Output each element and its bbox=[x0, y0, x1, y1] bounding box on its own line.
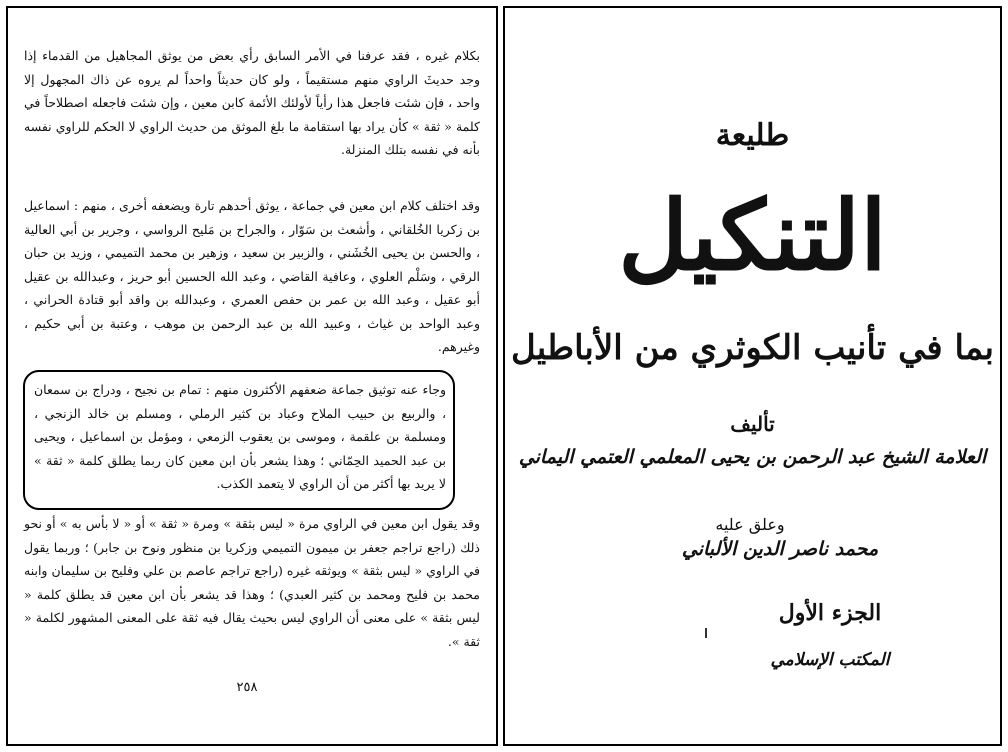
author-name: العلامة الشيخ عبد الرحمن بن يحيى المعلمي العتمي اليماني bbox=[518, 446, 987, 468]
book-title: التنكيل bbox=[618, 179, 887, 292]
print-mark bbox=[705, 628, 707, 638]
annotator-name: محمد ناصر الدين الألباني bbox=[681, 538, 879, 560]
title-prefix: طليعة bbox=[715, 118, 790, 153]
annotation-label: وعلق عليه bbox=[715, 515, 785, 534]
left-paragraph-4: وقد يقول ابن معين في الراوي مرة « ليس بثقة » ومرة « ثقة » أو « لا بأس به » أو نحو ذلك (راجع تراجم جعفر بن ميمون التميمي وزكريا بن منظور ونوح بن جابر) ؛ وربما يقول في الراوي « ليس بثقة » ويوثقه غيره (راجع تراجم عاصم بن علي وفليح بن سليمان وابنه محمد بن فليح ومحمد بن كثير العبدي) ؛ وهذا قد يشعر بأن ابن معين قد يطلق كلمة « ليس بثقة » على معنى أن الراوي ليس بحيث يقال فيه ثقة على المعنى المشهور لكلمة « ثقة ». bbox=[24, 516, 480, 649]
page-number: ٢٥٨ bbox=[236, 680, 258, 695]
left-paragraph-1: بكلام غيره ، فقد عرفنا في الأمر السابق رأي بعض من يوثق المجاهيل من القدماء إذا وجد حديثَ الراوي منهم مستقيماً ، ولو كان حديثاً واحداً لم يروه عن ذاك المجهول إلا واحد ، فإن شئت فاجعل هذا رأياً لأولئك الأئمة كابن معين ، وإن شئت فاجعله اصطلاحاً في كلمة « ثقة » كأن يراد بها استقامة ما بلغ الموثق من حديث الراوي لا الحكم للراوي نفسه بأنه في نفسه بتلك المنزلة. bbox=[24, 48, 480, 157]
left-paragraph-3-boxed: وجاء عنه توثيق جماعة ضعفهم الأكثرون منهم : تمام بن نجيح ، ودراج بن سمعان ، والربيع بن حبيب الملاح وعباد بن كثير الرملي ، ومسلم بن خالد الزنجي ، ومسلمة بن علقمة ، وموسى بن يعقوب الزمعي ، ومؤمل بن اسماعيل ، ويحيى بن عبد الحميد الحِمّاني ؛ وهذا يشعر بأن ابن معين كان ربما يطلق كلمة « ثقة » لا يريد بها أكثر من أن الراوي لا يتعمد الكذب. bbox=[34, 382, 446, 491]
volume-label: الجزء الأول bbox=[778, 600, 882, 626]
right-page-frame bbox=[503, 6, 1002, 746]
left-paragraph-2: وقد اختلف كلام ابن معين في جماعة ، يوثق أحدهم تارة ويضعفه أخرى ، منهم : اسماعيل بن زكريا الخُلقاني ، وأشعث بن سَوّار ، والجراح بن مَليح الرواسي ، وجرير بن أبي العالية ، والحسن بن يحيى الخُشَني ، والزبير بن سعيد ، وزهير بن محمد التميمي ، وزيد بن حبان الرقي ، وسَلْم العلوي ، وعافية القاضي ، وعبد الله الحسين أبو حريز ، وعبدالله بن عقيل أبو عقيل ، وعبد الله بن عمر بن حفص العمري ، وعبدالله بن واقد أبو قتادة الحراني ، وعبد الواحد بن غياث ، وعبيد الله بن عبد الرحمن بن موهب ، وعتبة بن أبي حكيم ، وغيرهم. bbox=[24, 198, 480, 354]
book-subtitle: بما في تأنيب الكوثري من الأباطيل bbox=[511, 328, 994, 368]
publisher-name: المكتب الإسلامي bbox=[770, 650, 890, 670]
authorship-label: تأليف bbox=[730, 412, 775, 436]
